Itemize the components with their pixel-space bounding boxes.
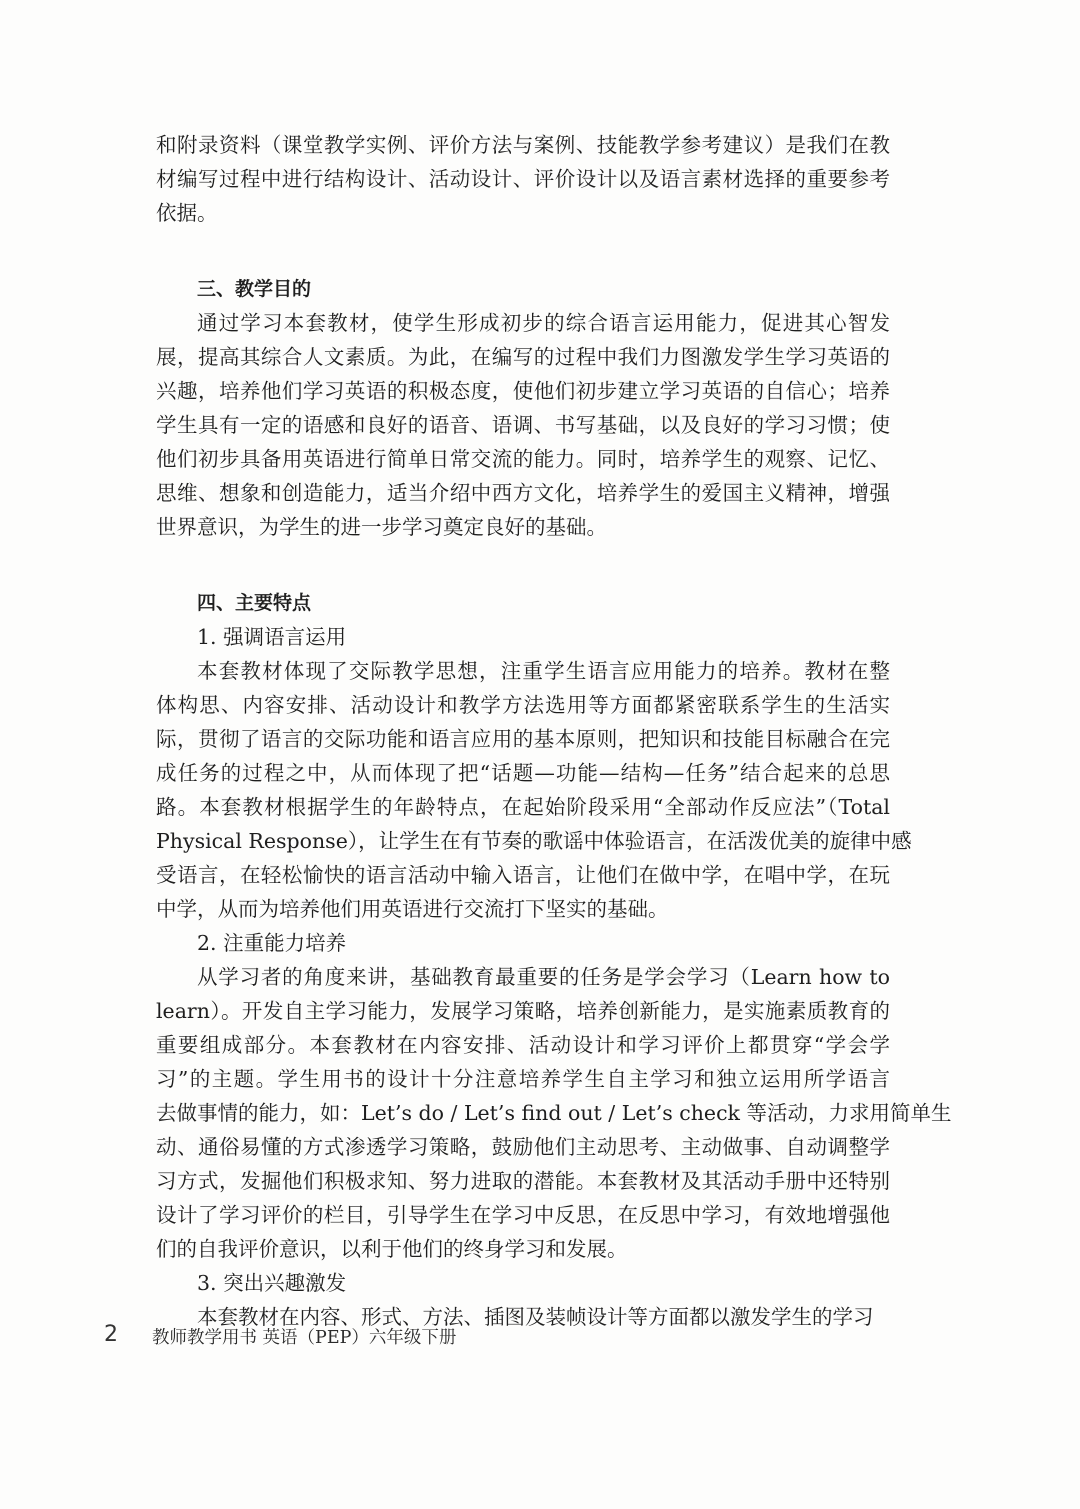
section-gap: [156, 230, 890, 272]
body-line: 依据。: [156, 201, 218, 225]
subsection-title: 3. 突出兴趣激发: [197, 1271, 347, 1295]
page-footer: [0, 1318, 1080, 1358]
body-line: 从学习者的角度来讲，基础教育最重要的任务是学会学习（Learn how to: [197, 965, 890, 989]
body-line: 去做事情的能力，如：Let’s do / Let’s find out / Let’s check 等活动，力求用简单生: [156, 1101, 952, 1125]
body-line: 习”的主题。学生用书的设计十分注意培养学生自主学习和独立运用所学语言: [156, 1067, 890, 1091]
subsection-title: 1. 强调语言运用: [197, 625, 347, 649]
subsection-title: 2. 注重能力培养: [197, 931, 347, 955]
body-line: 中学，从而为培养他们用英语进行交流打下坚实的基础。: [156, 897, 669, 921]
body-line: 世界意识，为学生的进一步学习奠定良好的基础。: [156, 515, 607, 539]
body-line: 材编写过程中进行结构设计、活动设计、评价设计以及语言素材选择的重要参考: [156, 167, 890, 191]
body-line: 受语言，在轻松愉快的语言活动中输入语言，让他们在做中学，在唱中学，在玩: [156, 863, 890, 887]
body-line: Physical Response），让学生在有节奏的歌谣中体验语言，在活泼优美的旋律中感: [156, 829, 912, 853]
section-gap: [156, 544, 890, 586]
body-line: 们的自我评价意识，以利于他们的终身学习和发展。: [156, 1237, 628, 1261]
body-line: 路。本套教材根据学生的年龄特点，在起始阶段采用“全部动作反应法”（Total: [156, 795, 890, 819]
body-line: 设计了学习评价的栏目，引导学生在学习中反思，在反思中学习，有效地增强他: [156, 1203, 890, 1227]
body-line: 学生具有一定的语感和良好的语音、语调、书写基础，以及良好的学习习惯；使: [156, 413, 890, 437]
body-line: 他们初步具备用英语进行简单日常交流的能力。同时，培养学生的观察、记忆、: [156, 447, 890, 471]
body-line: learn）。开发自主学习能力，发展学习策略，培养创新能力，是实施素质教育的: [156, 999, 890, 1023]
body-line: 体构思、内容安排、活动设计和教学方法选用等方面都紧密联系学生的生活实: [156, 693, 890, 717]
body-line: 际，贯彻了语言的交际功能和语言应用的基本原则，把知识和技能目标融合在完: [156, 727, 890, 751]
body-line: 习方式，发掘他们积极求知、努力进取的潜能。本套教材及其活动手册中还特别: [156, 1169, 890, 1193]
body-line: 重要组成部分。本套教材在内容安排、活动设计和学习评价上都贯穿“学会学: [156, 1033, 890, 1057]
running-footer-title: 教师教学用书 英语（PEP）六年级下册: [152, 1328, 457, 1348]
body-line: 动、通俗易懂的方式渗透学习策略，鼓励他们主动思考、主动做事、自动调整学: [156, 1135, 890, 1159]
body-line: 成任务的过程之中，从而体现了把“话题—功能—结构—任务”结合起来的总思: [156, 761, 890, 785]
section-heading: 四、主要特点: [197, 592, 312, 614]
section-heading: 三、教学目的: [197, 278, 312, 300]
page-body: [156, 128, 952, 1334]
body-line: 和附录资料（课堂教学实例、评价方法与案例、技能教学参考建议）是我们在教: [156, 133, 890, 157]
body-line: 本套教材体现了交际教学思想，注重学生语言应用能力的培养。教材在整: [197, 659, 890, 683]
body-line: 思维、想象和创造能力，适当介绍中西方文化，培养学生的爱国主义精神，增强: [156, 481, 890, 505]
body-line: 兴趣，培养他们学习英语的积极态度，使他们初步建立学习英语的自信心；培养: [156, 379, 890, 403]
body-line: 展，提高其综合人文素质。为此，在编写的过程中我们力图激发学生学习英语的: [156, 345, 890, 369]
body-line: 通过学习本套教材，使学生形成初步的综合语言运用能力，促进其心智发: [197, 311, 890, 335]
body-line: 本套教材在内容、形式、方法、插图及装帧设计等方面都以激发学生的学习: [197, 1305, 874, 1329]
page-number: 2: [104, 1322, 118, 1347]
